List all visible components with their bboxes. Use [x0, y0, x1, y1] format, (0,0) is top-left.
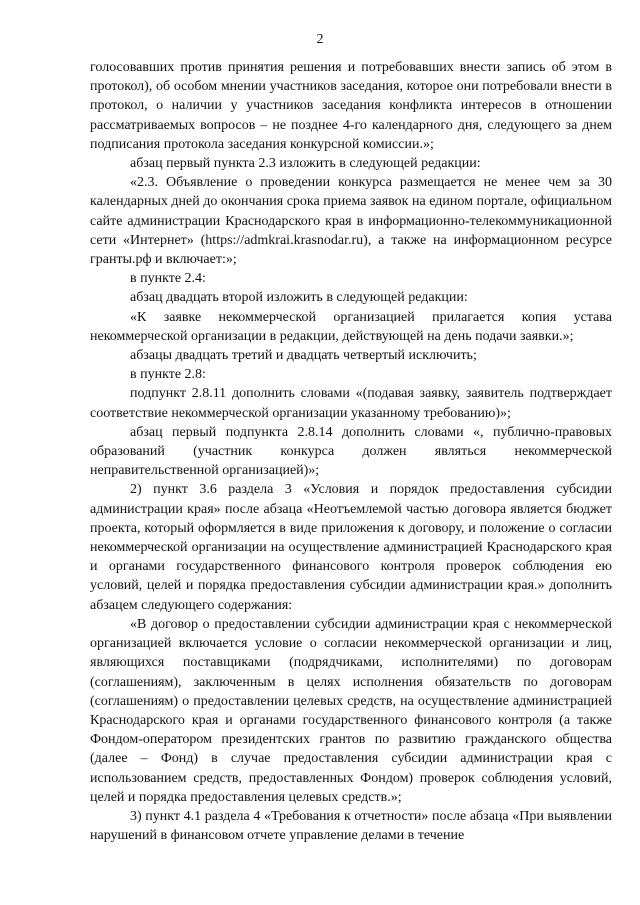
paragraph: абзацы двадцать третий и двадцать четвертый исключить; — [130, 348, 477, 364]
paragraph: абзац первый пункта 2.3 изложить в следующей редакции: — [130, 156, 481, 172]
paragraph: «В договор о предоставлении субсидии администрации края с некоммерческой организацией включается условие о согласии некоммерческой организации и лиц, являющихся поставщиками (подрядчиками, исполнителями) по договорам (соглашениям), заключенным в целях исполнения обязательств по договорам (соглашениям) о предоставлении целевых средств, на осуществление администрацией Краснодарского края и органами государственного финансового контроля (а также Фондом-оператором президентских грантов по развитию гражданского общества (далее – Фонд) в случае предоставления субсидии администрации края с использованием средств, предоставленных Фондом) проверок соблюдения условий, целей и порядка предоставления целевых средств.»; — [90, 616, 612, 805]
paragraph: абзац двадцать второй изложить в следующей редакции: — [130, 290, 468, 306]
paragraph: голосовавших против принятия решения и потребовавших внести запись об этом в протокол), об особом мнении участников заседания, которое они потребовали внести в протокол, о наличии у участников заседания конфликта интересов в отношении рассматриваемых вопросов – не позднее 4-го календарного дня, следующего за днем подписания протокола заседания конкурсной комиссии.»; — [90, 60, 612, 152]
paragraph: подпункт 2.8.11 дополнить словами «(подавая заявку, заявитель подтверждает соответствие некоммерческой организации указанному требованию)»; — [90, 386, 612, 421]
paragraph: «2.3. Объявление о проведении конкурса размещается не менее чем за 30 календарных дней до окончания срока приема заявок на едином портале, официальном сайте администрации Краснодарского края в информационно-телекоммуникационной сети «Интернет» (https://admkrai.krasnodar.ru), а также на информационном ресурсе гранты.рф и включает:»; — [90, 175, 612, 268]
paragraph: в пункте 2.8: — [130, 367, 206, 383]
paragraph: 2) пункт 3.6 раздела 3 «Условия и порядок предоставления субсидии администрации края» после абзаца «Неотъемлемой частью договора является бюджет проекта, который оформляется в виде приложения к договору, и положение о согласии некоммерческой организации на осуществление администрацией Краснодарского края и органами государственного финансового контроля проверок соблюдения ею условий, целей и порядка предоставления субсидии администрации края.» дополнить абзацем следующего содержания: — [90, 482, 612, 613]
document-body — [90, 58, 612, 845]
paragraph: «К заявке некоммерческой организацией прилагается копия устава некоммерческой организации в редакции, действующей на день подачи заявки.»; — [90, 309, 612, 344]
paragraph: 3) пункт 4.1 раздела 4 «Требования к отчетности» после абзаца «При выявлении нарушений в финансовом отчете управление делами в течение — [90, 808, 612, 844]
page-number: 2 — [316, 32, 324, 47]
paragraph: абзац первый подпункта 2.8.14 дополнить словами «, публично-правовых образований (участник конкурса должен являться некоммерческой неправительственной организацией)»; — [90, 424, 612, 479]
paragraph: в пункте 2.4: — [130, 271, 206, 287]
